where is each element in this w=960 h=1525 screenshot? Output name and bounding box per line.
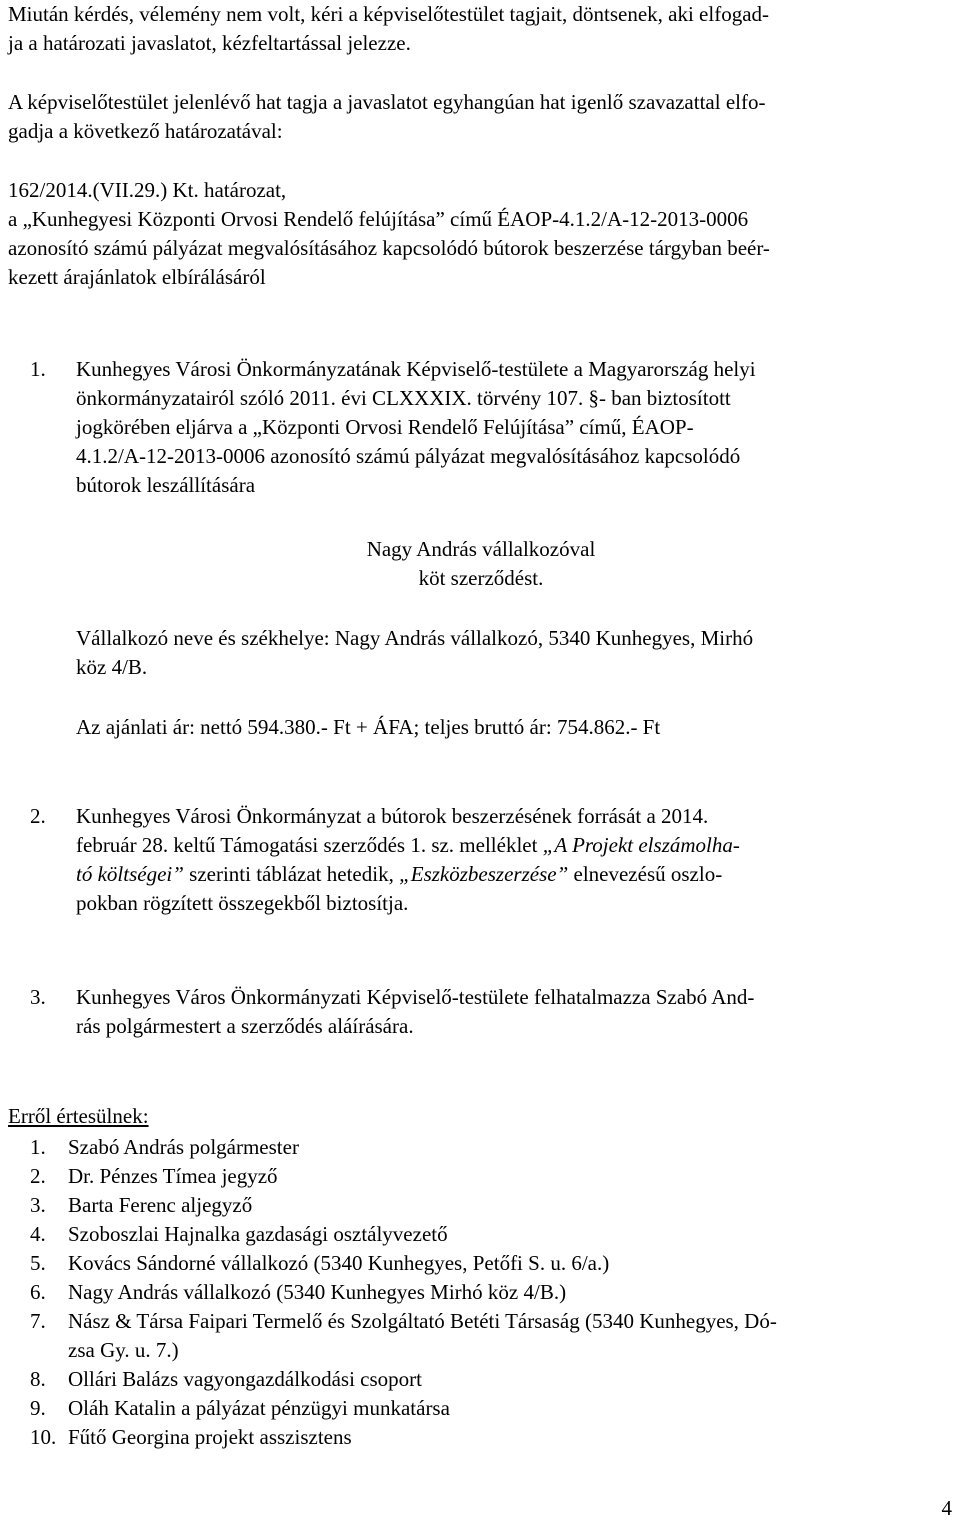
list-item-number: 8. (30, 1367, 46, 1391)
list-item (8, 1365, 954, 1394)
resolution-header (8, 176, 954, 292)
point-3-text (76, 983, 954, 1041)
point-1-number: 1. (30, 357, 46, 381)
point-2-line4: pokban rögzített összegekből biztosítja. (76, 891, 409, 915)
resolution-title-line2: azonosító számú pályázat megvalósításához kapcsolódó bútorok beszerzése tárgyban beér- (8, 236, 770, 260)
offer-price-text (76, 713, 954, 742)
list-item-number: 9. (30, 1396, 46, 1420)
point-2-number: 2. (30, 804, 46, 828)
intro-p1-line1: Miután kérdés, vélemény nem volt, kéri a képviselőtestület tagjait, döntsenek, aki elfogad- (8, 2, 770, 26)
list-item (8, 1278, 954, 1307)
list-item (8, 1307, 954, 1365)
list-item-text-line1: Nász & Társa Faipari Termelő és Szolgáltató Betéti Társaság (5340 Kunhegyes, Dó- (68, 1309, 777, 1333)
point-2-line3-italic2: „Eszközbeszerzése” (399, 862, 569, 886)
list-item-number: 5. (30, 1251, 46, 1275)
point-2-line2-a: február 28. keltű Támogatási szerződés 1. sz. melléklet (76, 833, 543, 857)
point-2-line3 (76, 860, 954, 889)
list-item (8, 1220, 954, 1249)
notify-list (8, 1133, 954, 1452)
list-item-text: Nagy András vállalkozó (5340 Kunhegyes Mirhó köz 4/B.) (68, 1280, 567, 1304)
list-item-text: Ollári Balázs vagyongazdálkodási csoport (68, 1367, 422, 1391)
point-2-line3-italic: tó költségei” (76, 862, 184, 886)
point-2-line2 (76, 831, 954, 860)
contractor-center-line1: Nagy András vállalkozóval (366, 537, 596, 561)
point-2-text (76, 802, 954, 918)
list-item-text: Fűtő Georgina projekt asszisztens (68, 1425, 352, 1449)
point-3-line1: Kunhegyes Város Önkormányzati Képviselő-testülete felhatalmazza Szabó And- (76, 985, 755, 1009)
intro-paragraph-1 (8, 0, 954, 58)
intro-paragraph-2 (8, 88, 954, 146)
list-item-number: 7. (30, 1309, 46, 1333)
offer-price-line: Az ajánlati ár: nettó 594.380.- Ft + ÁFA; teljes bruttó ár: 754.862.- Ft (76, 715, 661, 739)
list-item-text: Szoboszlai Hajnalka gazdasági osztályvezető (68, 1222, 448, 1246)
point-2-line2-italic: „A Projekt elszámolha- (542, 833, 740, 857)
point-1-line5: bútorok leszállítására (76, 473, 256, 497)
list-item-number: 1. (30, 1135, 46, 1159)
point-2-line3-b: szerinti táblázat hetedik, (183, 862, 400, 886)
point-1-line3: jogkörében eljárva a „Központi Orvosi Rendelő Felújítása” című, ÉAOP- (76, 415, 694, 439)
list-item-text (68, 1307, 954, 1365)
intro-p2-line1: A képviselőtestület jelenlévő hat tagja a javaslatot egyhangúan hat igenlő szavazattal elfo- (8, 90, 766, 114)
resolution-number: 162/2014.(VII.29.) Kt. határozat, (8, 178, 287, 202)
list-item (8, 1423, 954, 1452)
list-item-text: Kovács Sándorné vállalkozó (5340 Kunhegyes, Petőfi S. u. 6/a.) (68, 1251, 610, 1275)
resolution-title-line1: a „Kunhegyesi Központi Orvosi Rendelő felújítása” című ÉAOP-4.1.2/A-12-2013-0006 (8, 207, 749, 231)
list-item (8, 1191, 954, 1220)
list-item-number: 2. (30, 1164, 46, 1188)
point-3-line2: rás polgármestert a szerződés aláírására. (76, 1014, 414, 1038)
point-1-line2: önkormányzatairól szóló 2011. évi CLXXXIX. törvény 107. §- ban biztosított (76, 386, 731, 410)
notify-heading: Erről értesülnek: (8, 1104, 149, 1128)
list-item-number: 6. (30, 1280, 46, 1304)
contractor-line1: Vállalkozó neve és székhelye: Nagy András vállalkozó, 5340 Kunhegyes, Mirhó (76, 626, 754, 650)
list-item-number: 4. (30, 1222, 46, 1246)
intro-p1-line2: ja a határozati javaslatot, kézfeltartással jelezze. (8, 31, 411, 55)
resolution-title-line3: kezett árajánlatok elbírálásáról (8, 265, 266, 289)
list-item-number: 3. (30, 1193, 46, 1217)
list-item (8, 1133, 954, 1162)
point-1-line1: Kunhegyes Városi Önkormányzatának Képviselő-testülete a Magyarország helyi (76, 357, 756, 381)
contractor-line2: köz 4/B. (76, 655, 148, 679)
list-item-text: Oláh Katalin a pályázat pénzügyi munkatársa (68, 1396, 450, 1420)
page-number: 4 (941, 1496, 952, 1520)
contractor-details-text (76, 624, 954, 682)
list-item-text: Dr. Pénzes Tímea jegyző (68, 1164, 278, 1188)
point-3-number: 3. (30, 985, 46, 1009)
point-2-line3-c: elnevezésű oszlo- (568, 862, 723, 886)
contractor-name-centered (8, 535, 954, 593)
list-item-text-line2: zsa Gy. u. 7.) (68, 1338, 179, 1362)
list-item-text: Barta Ferenc aljegyző (68, 1193, 253, 1217)
point-1-text (76, 355, 954, 500)
list-item (8, 1162, 954, 1191)
point-2-line1: Kunhegyes Városi Önkormányzat a bútorok beszerzésének forrását a 2014. (76, 804, 709, 828)
list-item-number: 10. (30, 1425, 57, 1449)
list-item (8, 1394, 954, 1423)
contractor-center-line2: köt szerződést. (418, 566, 544, 590)
list-item-text: Szabó András polgármester (68, 1135, 299, 1159)
intro-p2-line2: gadja a következő határozatával: (8, 119, 283, 143)
point-1-line4: 4.1.2/A-12-2013-0006 azonosító számú pályázat megvalósításához kapcsolódó (76, 444, 741, 468)
list-item (8, 1249, 954, 1278)
